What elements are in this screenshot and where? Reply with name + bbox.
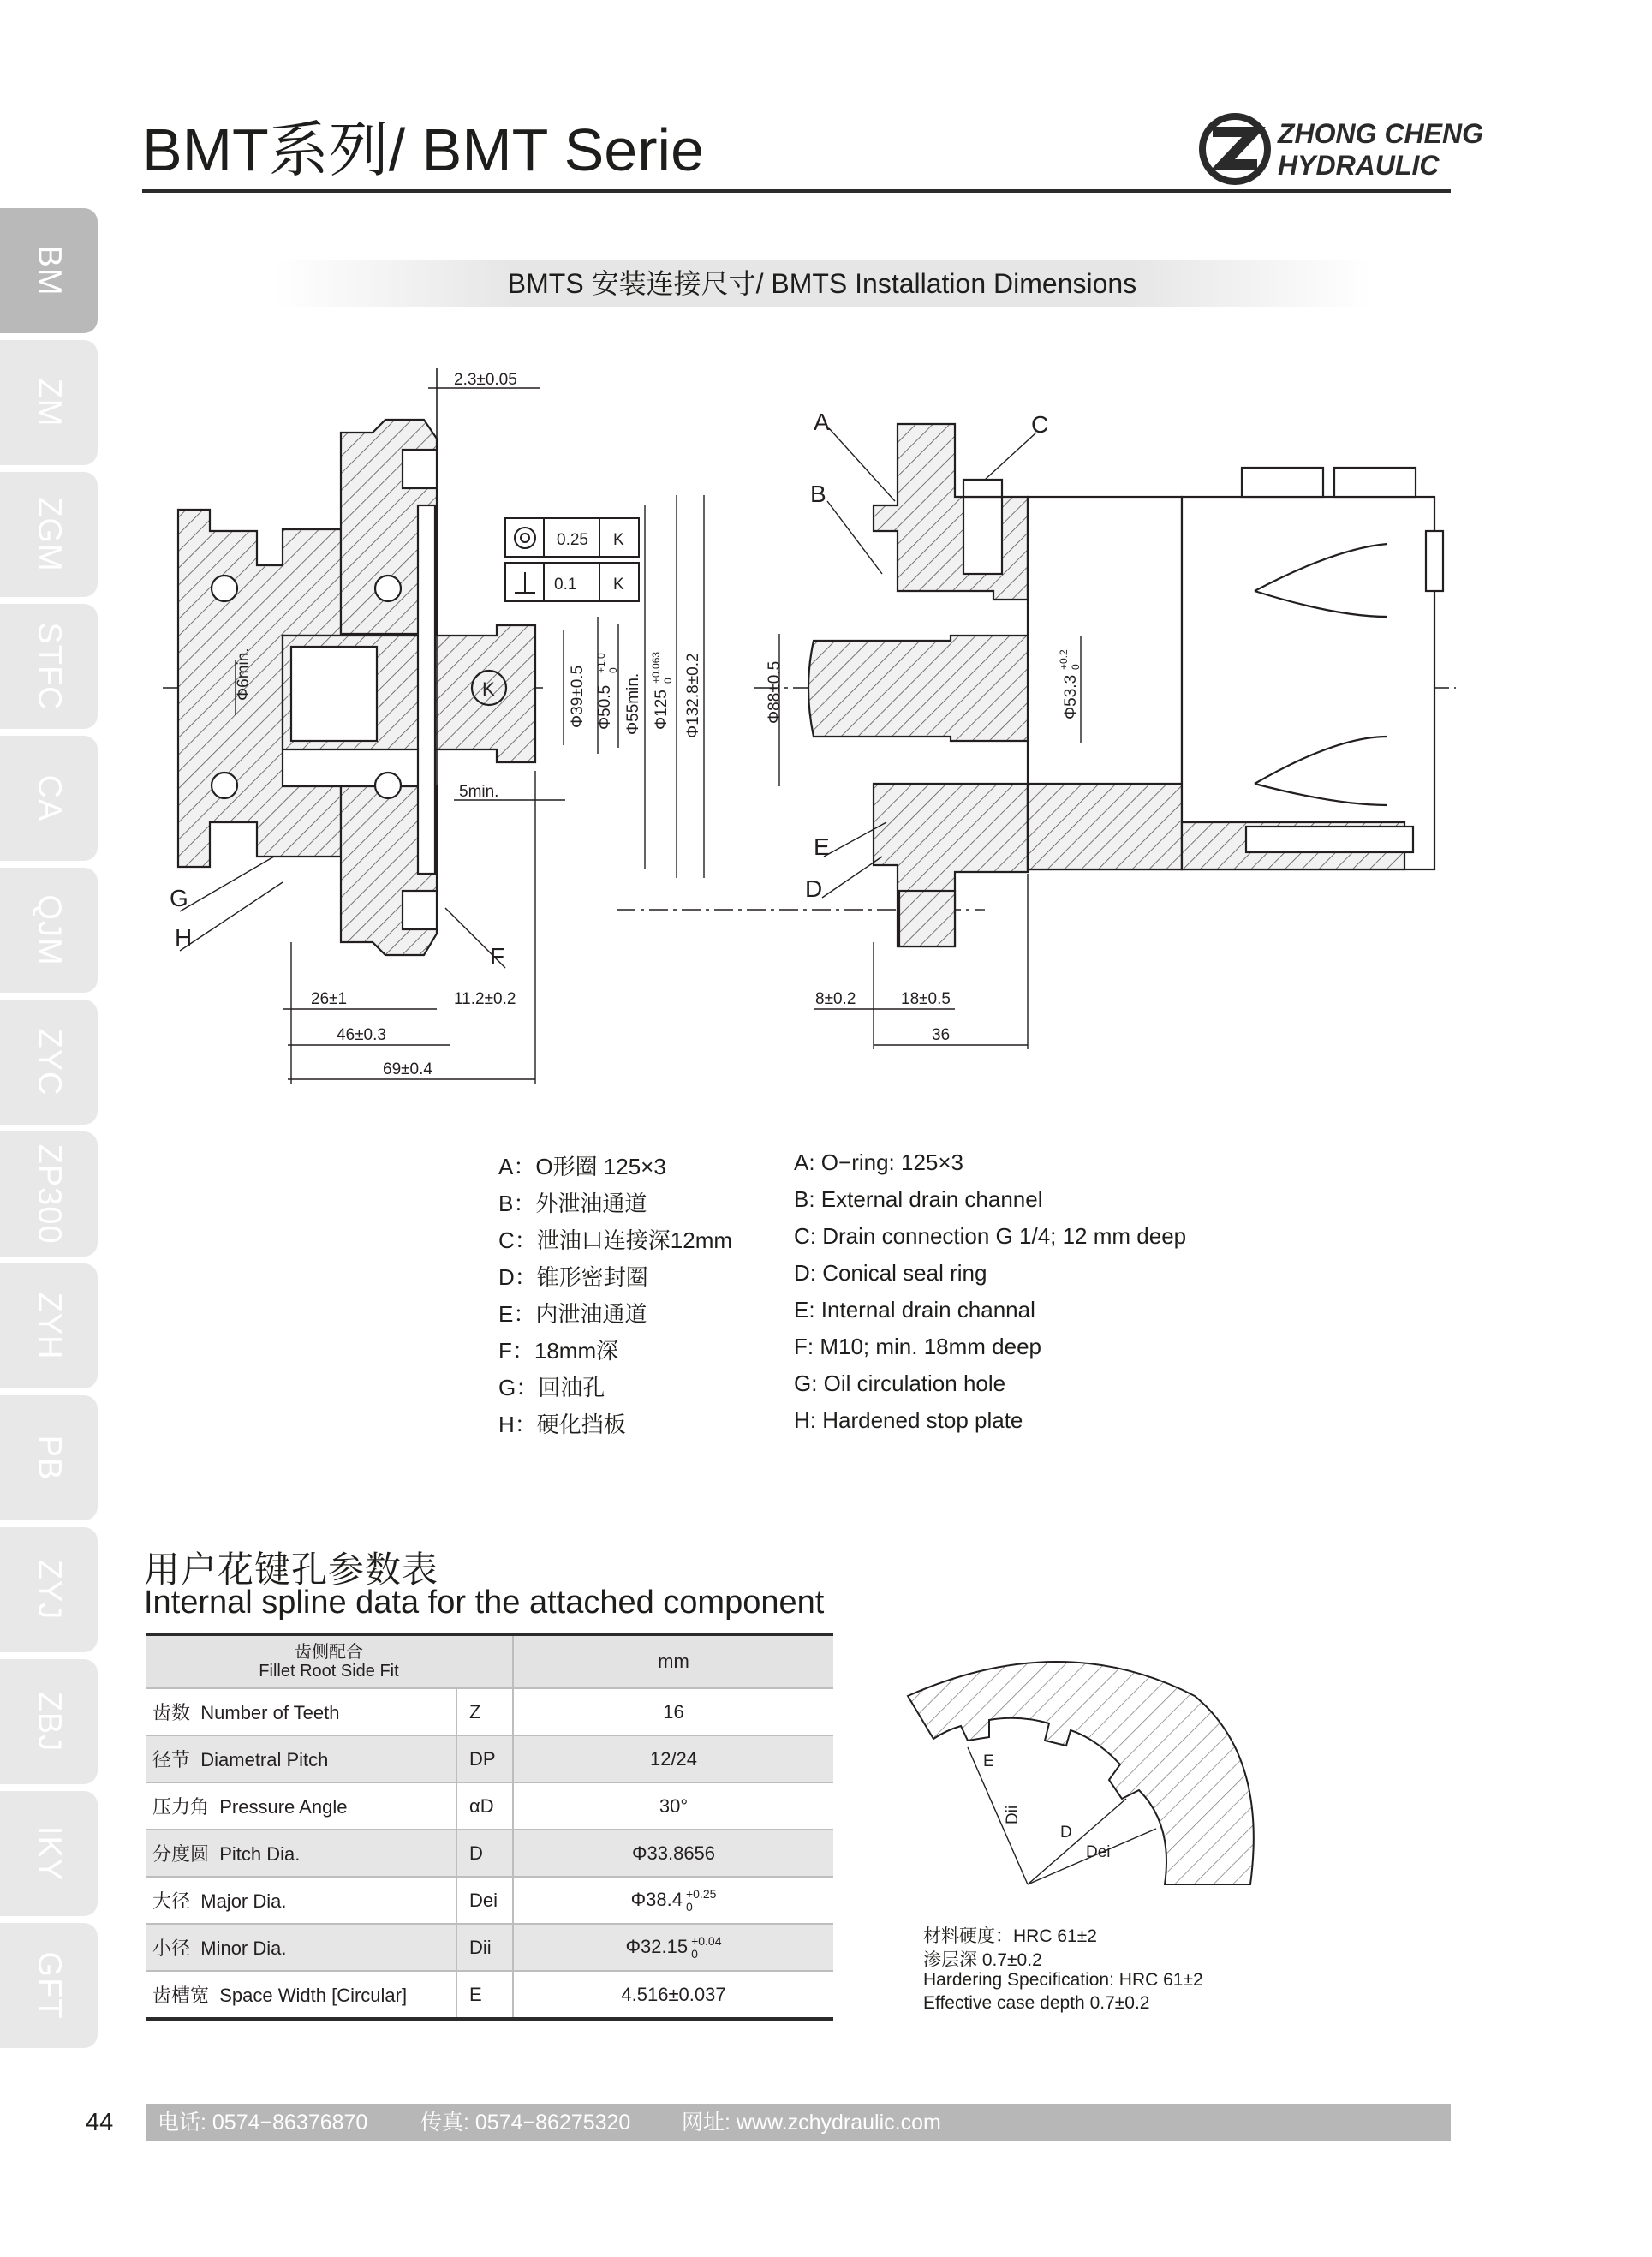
table-row: [146, 1782, 833, 1830]
row-label-en: Pressure Angle: [219, 1796, 348, 1818]
callout-h: H: [175, 924, 193, 951]
row-value: 4.516±0.037: [513, 1971, 833, 2019]
footer-website[interactable]: 网址: www.zchydraulic.com: [682, 2111, 941, 2135]
spline-title-en: Internal spline data for the attached component: [144, 1585, 825, 1621]
dim-11: 11.2±0.2: [454, 990, 516, 1008]
callout-f: F: [490, 943, 505, 970]
side-tab-ca[interactable]: CA: [0, 736, 98, 861]
side-tab-zyc[interactable]: ZYC: [0, 1000, 98, 1125]
footer-bar: [146, 2104, 1451, 2141]
row-label-en: Diametral Pitch: [200, 1749, 329, 1770]
material-note-hardness-en: Hardering Specification: HRC 61±2: [923, 1970, 1203, 1990]
dim-phi53-tol-upper: +0.2: [1058, 649, 1070, 670]
side-tab-pb[interactable]: PB: [0, 1395, 98, 1520]
dim-46: 46±0.3: [337, 1026, 386, 1044]
side-tab-zm[interactable]: ZM: [0, 340, 98, 465]
dim-phi125: Φ125: [653, 690, 671, 730]
page-number: 44: [86, 2109, 114, 2136]
material-note-depth-en: Effective case depth 0.7±0.2: [923, 1993, 1150, 2013]
spline-label-d: D: [1060, 1824, 1072, 1842]
dim-18: 18±0.5: [901, 990, 951, 1008]
row-value: Φ33.8656: [513, 1830, 833, 1877]
dim-36: 36: [932, 1026, 951, 1044]
dim-phi55: Φ55min.: [624, 672, 642, 735]
table-row: [146, 1877, 833, 1924]
spline-title-cn: 用户花键孔参数表: [144, 1549, 439, 1590]
legend-cn-f: F：18mm深: [498, 1338, 619, 1364]
row-label-en: Pitch Dia.: [219, 1843, 301, 1865]
row-label-en: Number of Teeth: [200, 1702, 340, 1723]
table-header-unit: mm: [513, 1634, 833, 1688]
row-symbol: D: [456, 1830, 513, 1877]
dim-phi125-tol-lower: 0: [662, 678, 674, 684]
dim-phi53: Φ53.3: [1062, 674, 1080, 719]
legend-cn-d: D：锥形密封圈: [498, 1264, 648, 1290]
table-row: [146, 1688, 833, 1735]
row-label-cn: 齿数: [152, 1702, 191, 1723]
tolerance-value-1: 0.25: [557, 531, 588, 549]
header-fit-en: Fillet Root Side Fit: [259, 1662, 399, 1681]
dim-69: 69±0.4: [383, 1060, 432, 1078]
dim-phi39: Φ39±0.5: [569, 665, 587, 728]
spline-label-dii: Dii: [1004, 1805, 1022, 1824]
material-note-depth-cn: 渗层深 0.7±0.2: [923, 1950, 1042, 1970]
legend-en-g: G: Oil circulation hole: [794, 1370, 1006, 1396]
callout-e: E: [814, 833, 830, 860]
dim-26: 26±1: [311, 990, 348, 1008]
dim-phi50-tol-lower: 0: [607, 667, 619, 673]
legend-en-e: E: Internal drain channal: [794, 1297, 1035, 1323]
spline-label-e: E: [983, 1752, 994, 1770]
tolerance-value-2: 0.1: [554, 576, 577, 594]
legend-cn-h: H：硬化挡板: [498, 1412, 626, 1437]
callout-g: G: [170, 885, 188, 911]
dim-phi50: Φ50.5: [596, 684, 614, 730]
table-row: [146, 1924, 833, 1971]
row-value: [513, 1924, 833, 1971]
row-symbol: Z: [456, 1688, 513, 1735]
side-tab-zyj[interactable]: ZYJ: [0, 1527, 98, 1652]
legend-cn-a: A：O形圈 125×3: [498, 1154, 666, 1179]
row-value: 16: [513, 1688, 833, 1735]
footer-fax: 传真: 0574−86275320: [420, 2111, 631, 2135]
row-symbol: E: [456, 1971, 513, 2019]
material-note-hardness-cn: 材料硬度：HRC 61±2: [923, 1926, 1097, 1946]
dim-8: 8±0.2: [815, 990, 856, 1008]
dim-phi53-tol-lower: 0: [1070, 664, 1082, 670]
side-tab-zyh[interactable]: ZYH: [0, 1263, 98, 1388]
row-label-en: Space Width [Circular]: [219, 1985, 408, 2006]
right-section-view: [617, 424, 1456, 946]
tolerance-datum-2: K: [613, 576, 624, 594]
side-tab-bm[interactable]: BM: [0, 208, 98, 333]
brand-name-line1: ZHONG CHENG: [1278, 118, 1483, 149]
legend-en-d: D: Conical seal ring: [794, 1260, 987, 1286]
row-symbol: Dii: [456, 1924, 513, 1971]
footer-phone: 电话: 0574−86376870: [158, 2111, 368, 2135]
spline-diagram: [891, 1645, 1285, 1902]
table-row: [146, 1735, 833, 1782]
header-fit-cn: 齿侧配合: [295, 1643, 363, 1662]
side-tab-qjm[interactable]: QJM: [0, 868, 98, 993]
side-tab-gft[interactable]: GFT: [0, 1923, 98, 2048]
side-tab-zgm[interactable]: ZGM: [0, 472, 98, 597]
row-value: 30°: [513, 1782, 833, 1830]
brand-name-line2: HYDRAULIC: [1278, 150, 1440, 181]
dim-phi125-tol-upper: +0.063: [650, 651, 662, 684]
row-label-cn: 大径: [152, 1890, 191, 1912]
row-value: 12/24: [513, 1735, 833, 1782]
side-tab-zp300[interactable]: ZP300: [0, 1131, 98, 1257]
dim-min5: 5min.: [459, 783, 499, 801]
legend-en-b: B: External drain channel: [794, 1186, 1043, 1212]
row-label-cn: 径节: [152, 1749, 191, 1770]
row-value-tolerance: +0.04 0: [691, 1933, 722, 1961]
row-label-en: Major Dia.: [200, 1890, 287, 1912]
table-header-row: [146, 1634, 833, 1688]
left-section-view: [163, 368, 548, 955]
datum-k-label: K: [482, 678, 495, 700]
legend-en-c: C: Drain connection G 1/4; 12 mm deep: [794, 1223, 1187, 1249]
dim-phi50-tol-upper: +1.0: [595, 653, 607, 673]
row-label-cn: 压力角: [152, 1796, 210, 1818]
legend-en-f: F: M10; min. 18mm deep: [794, 1334, 1041, 1359]
callout-c: C: [1031, 411, 1049, 438]
row-label-en: Minor Dia.: [200, 1938, 287, 1959]
row-label-cn: 齿槽宽: [152, 1985, 210, 2006]
legend-cn-g: G：回油孔: [498, 1375, 605, 1400]
legend-cn-b: B：外泄油通道: [498, 1191, 647, 1216]
spline-data-table: [146, 1633, 833, 2021]
tolerance-datum-1: K: [613, 531, 624, 549]
row-symbol: αD: [456, 1782, 513, 1830]
legend-en-h: H: Hardened stop plate: [794, 1407, 1023, 1433]
side-tab-iky[interactable]: IKY: [0, 1791, 98, 1916]
row-symbol: DP: [456, 1735, 513, 1782]
spline-label-dei: Dei: [1086, 1843, 1111, 1861]
table-row: [146, 1971, 833, 2019]
page-title: BMT系列/ BMT Serie: [142, 116, 705, 183]
row-value-main: Φ32.15: [625, 1935, 689, 1957]
row-symbol: Dei: [456, 1877, 513, 1924]
dim-phi132: Φ132.8±0.2: [684, 653, 702, 738]
row-label-cn: 小径: [152, 1938, 191, 1959]
dim-phi6: Φ6min.: [235, 648, 253, 701]
legend-cn-c: C：泄油口连接深12mm: [498, 1227, 733, 1253]
dim-top-gap: 2.3±0.05: [454, 371, 517, 389]
section-title: BMTS 安装连接尺寸/ BMTS Installation Dimensions: [507, 268, 1137, 299]
legend-en-a: A: O−ring: 125×3: [794, 1149, 964, 1175]
row-value: [513, 1877, 833, 1924]
legend-cn-e: E：内泄油通道: [498, 1301, 647, 1327]
row-label-cn: 分度圆: [152, 1843, 210, 1865]
callout-d: D: [805, 875, 823, 902]
row-value-main: Φ38.4: [630, 1888, 683, 1910]
side-tab-stfc[interactable]: STFC: [0, 604, 98, 729]
callout-b: B: [810, 481, 826, 507]
callout-a: A: [814, 409, 830, 435]
table-row: [146, 1830, 833, 1877]
side-tab-zbj[interactable]: ZBJ: [0, 1659, 98, 1784]
row-value-tolerance: +0.25 0: [685, 1886, 717, 1914]
table-header-fit: [146, 1634, 513, 1688]
dim-phi88: Φ88±0.5: [766, 660, 784, 724]
